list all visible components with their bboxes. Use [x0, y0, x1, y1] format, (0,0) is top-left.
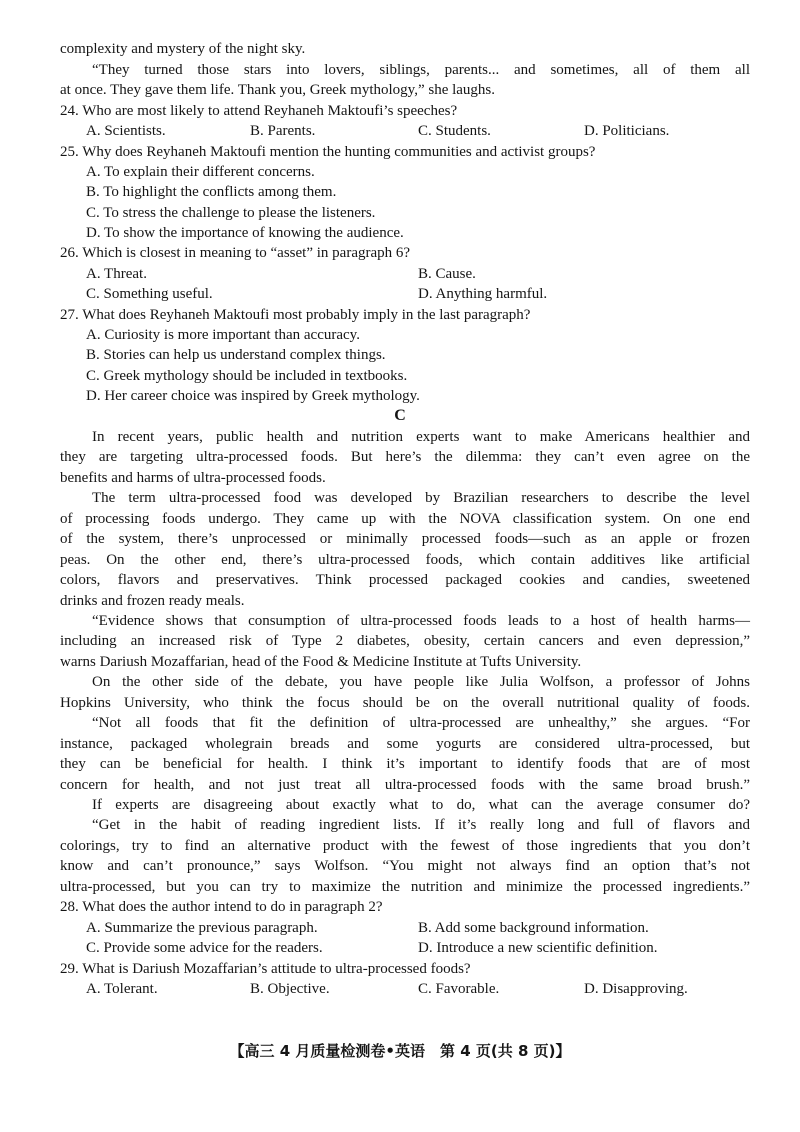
option-b[interactable]: B. Cause. [418, 266, 476, 282]
question-24-options [0, 121, 800, 141]
question-29-options [0, 979, 800, 999]
option-d[interactable]: D. Her career choice was inspired by Greek mythology. [86, 388, 420, 404]
passage-line: “Evidence shows that consumption of ultra-processed foods leads to a host of health harms— [92, 613, 750, 629]
option-b[interactable]: B. Stories can help us understand complex things. [86, 347, 386, 363]
question-25-stem: 25. Why does Reyhaneh Maktoufi mention the hunting communities and activist groups? [60, 144, 596, 160]
passage-line: concern for health, and not just treat all ultra-processed foods with the same broad brush.” [60, 777, 750, 793]
passage-line: Hopkins University, who think the focus should be on the overall nutritional quality of foods. [60, 695, 750, 711]
question-26-stem: 26. Which is closest in meaning to “asset” in paragraph 6? [60, 245, 411, 261]
passage-line: of the system, there’s unprocessed or minimally processed foods—such as an apple or frozen [60, 531, 750, 547]
option-b[interactable]: B. Add some background information. [418, 920, 649, 936]
option-d[interactable]: D. Anything harmful. [418, 286, 548, 302]
option-b[interactable]: B. Objective. [250, 981, 330, 997]
option-d[interactable]: D. Disapproving. [584, 981, 688, 997]
question-26-options-row1 [0, 264, 800, 284]
passage-line: they can be beneficial for health. I think it’s important to identify foods that are of most [60, 756, 750, 772]
question-28-stem: 28. What does the author intend to do in paragraph 2? [60, 899, 383, 915]
passage-line: peas. On the other end, there’s ultra-processed foods, which contain additives like artificial [60, 552, 750, 568]
question-29-stem: 29. What is Dariush Mozaffarian’s attitude to ultra-processed foods? [60, 961, 471, 977]
option-c[interactable]: C. Something useful. [86, 286, 213, 302]
passage-line: of processing foods undergo. They came up with the NOVA classification system. On one end [60, 511, 750, 527]
option-a[interactable]: A. Tolerant. [86, 981, 158, 997]
passage-line: benefits and harms of ultra-processed foods. [60, 470, 326, 486]
passage-b-quote-line: “They turned those stars into lovers, siblings, parents... and sometimes, all of them all [92, 62, 750, 78]
page-footer: 【高三 4 月质量检测卷•英语 第 4 页(共 8 页)】 [229, 1042, 571, 1060]
passage-line: they are targeting ultra-processed foods. But here’s the dilemma: they can’t even agree on the [60, 449, 750, 465]
option-d[interactable]: D. To show the importance of knowing the audience. [86, 225, 404, 241]
question-27-stem: 27. What does Reyhaneh Maktoufi most probably imply in the last paragraph? [60, 307, 531, 323]
passage-b-closing-line: complexity and mystery of the night sky. [60, 41, 306, 57]
option-a[interactable]: A. Scientists. [86, 123, 166, 139]
passage-line: “Get in the habit of reading ingredient lists. If it’s really long and full of flavors and [92, 817, 750, 833]
passage-line: drinks and frozen ready meals. [60, 593, 245, 609]
option-c[interactable]: C. To stress the challenge to please the listeners. [86, 205, 376, 221]
option-b[interactable]: B. To highlight the conflicts among them. [86, 184, 337, 200]
option-c[interactable]: C. Students. [418, 123, 491, 139]
section-c-heading: C [394, 407, 406, 424]
option-a[interactable]: A. Summarize the previous paragraph. [86, 920, 318, 936]
question-26-options-row2 [0, 284, 800, 304]
passage-line: If experts are disagreeing about exactly what to do, what can the average consumer do? [92, 797, 750, 813]
option-b[interactable]: B. Parents. [250, 123, 316, 139]
passage-line: On the other side of the debate, you have people like Julia Wolfson, a professor of Johns [92, 674, 750, 690]
passage-line: colors, flavors and preservatives. Think processed packaged cookies and candies, sweetened [60, 572, 750, 588]
question-28-options-row1 [0, 918, 800, 938]
passage-line: know and can’t pronounce,” says Wolfson. “You might not always find an option that’s not [60, 858, 750, 874]
passage-line: The term ultra-processed food was developed by Brazilian researchers to describe the level [92, 490, 750, 506]
question-28-options-row2 [0, 938, 800, 958]
option-d[interactable]: D. Introduce a new scientific definition. [418, 940, 658, 956]
option-a[interactable]: A. Threat. [86, 266, 147, 282]
passage-b-quote-line: at once. They gave them life. Thank you, Greek mythology,” she laughs. [60, 82, 496, 98]
passage-line: warns Dariush Mozaffarian, head of the Food & Medicine Institute at Tufts University. [60, 654, 582, 670]
option-a[interactable]: A. Curiosity is more important than accuracy. [86, 327, 360, 343]
passage-line: “Not all foods that fit the definition of ultra-processed are unhealthy,” she argues. “For [92, 715, 750, 731]
option-c[interactable]: C. Favorable. [418, 981, 500, 997]
option-c[interactable]: C. Provide some advice for the readers. [86, 940, 323, 956]
passage-line: ultra-processed, but you can try to maximize the nutrition and minimize the processed ingredients.” [60, 879, 750, 895]
passage-line: In recent years, public health and nutrition experts want to make Americans healthier and [92, 429, 750, 445]
option-c[interactable]: C. Greek mythology should be included in textbooks. [86, 368, 408, 384]
passage-line: instance, packaged wholegrain breads and some yogurts are considered ultra-processed, but [60, 736, 750, 752]
option-d[interactable]: D. Politicians. [584, 123, 670, 139]
question-24-stem: 24. Who are most likely to attend Reyhaneh Maktoufi’s speeches? [60, 103, 458, 119]
passage-line: including an increased risk of Type 2 diabetes, obesity, certain cancers and even depression,” [60, 633, 750, 649]
option-a[interactable]: A. To explain their different concerns. [86, 164, 315, 180]
passage-line: colorings, try to find an alternative product with the fewest of those ingredients that you don’t [60, 838, 750, 854]
